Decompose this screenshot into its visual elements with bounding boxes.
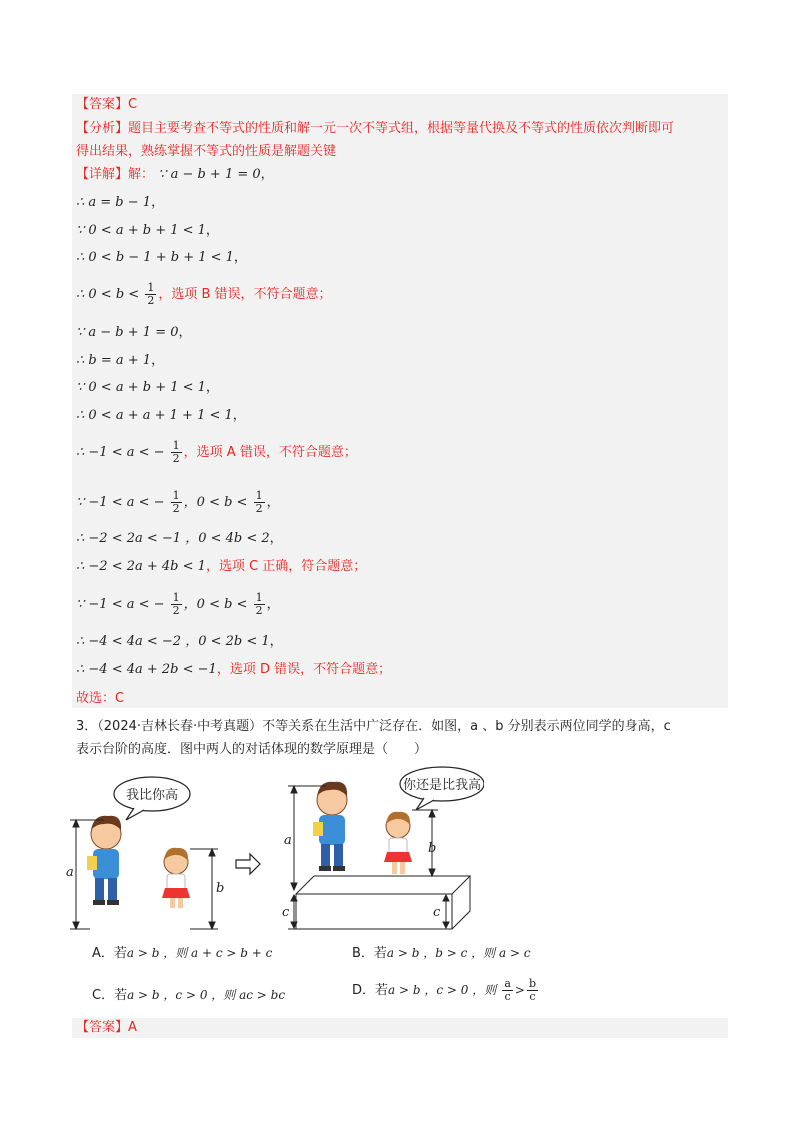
speech-bubble-right [400,767,484,810]
fraction [254,490,265,515]
conclusion: 故选：C [76,691,125,706]
fraction [171,490,182,515]
step-14: ∵ −1 < a < − $\frac{1}{2}$ ，0 < b < $\frac{1}{2}$ ， [76,591,280,617]
frac-den: 2 [172,604,180,617]
boy-right [313,782,347,871]
option-a-label: A．若 [92,946,127,961]
option-b[interactable] [352,942,531,961]
step-13 [76,558,366,576]
answer-3-line [76,1019,137,1037]
step-8: ∵ 0 < a + b + 1 < 1 [76,380,206,395]
speech-bubble-left [114,777,190,820]
option-c-label: C．若 [92,988,128,1003]
detail-intro: 解： [128,167,155,182]
step-13-math: ∴ −2 < 2a + 4b < 1 [76,559,206,574]
frac-num: 1 [172,439,180,452]
option-c[interactable] [92,984,285,1003]
answer-label: 【答案】 [76,97,129,112]
step-15: ∴ −4 < 4a < −2 ，0 < 2b < 1 [76,634,270,649]
fraction [502,978,513,1003]
fraction [171,440,182,465]
analysis-line-1 [76,120,674,138]
step-4: ∴ 0 < b − 1 + b + 1 < 1 [76,250,234,265]
step-14-math-b: ，0 < b < [183,597,248,612]
step-11: ∵ −1 < a < − $\frac{1}{2}$ ，0 < b < $\frac{1}{2}$ ， [76,489,280,515]
option-b-label: B．若 [352,946,387,961]
question-3-figure [64,764,484,934]
step-13-note: ，选项 C 正确，符合题意； [205,559,367,574]
answer-value: C [128,97,138,112]
frac-num: 1 [255,489,263,502]
step-11-math: ∵ −1 < a < − [76,495,165,510]
step-5-note: ，选项 B 错误，不符合题意； [158,287,332,302]
step-16-math: ∴ −4 < 4a + 2b < −1 [76,662,217,677]
step-14-math: ∵ −1 < a < − [76,597,165,612]
frac-den: 2 [172,452,180,465]
label-b-right: b [428,841,437,856]
option-a[interactable] [92,942,272,961]
dimension-c [288,895,449,929]
frac-den: 2 [172,502,180,515]
step-3: ∵ 0 < a + b + 1 < 1 [76,223,206,238]
dimension-b-left [190,849,218,929]
label-c-right: c [433,905,441,920]
frac-num: 1 [172,591,180,604]
fraction [527,978,538,1003]
frac-num: 1 [255,591,263,604]
bubble-right-text: 你还是比我高 [402,778,482,793]
step-11-math-b: ，0 < b < [183,495,248,510]
step-7: ∴ b = a + 1 [76,353,152,368]
transition-arrow [236,854,260,874]
step-5-math: ∴ 0 < b < [76,287,140,302]
step-10 [76,440,357,465]
fraction [254,592,265,617]
detail-line: 【详解】解： ∵ a − b + 1 = 0， [76,167,274,182]
document-page: 【答案】C 【分析】题目主要考查不等式的性质和解一元一次不等式组，根据等量代换及不等式的性质依次判断即可 得出结果，熟练掌握不等式的性质是解题关键 【详解】解： ∵ a − b + 1 = 0， ∴ a = b − 1， ∵ 0 < a + b + 1 < 1， ∴ 0 < b − 1 + b + 1 < 1， ∴ 0 < b < $\frac{1}{2}$ ，选项 B 错误，不符合题意； ∵ a − b + 1 = 0， ∴ b = a + 1， ∵ 0 < a + b + 1 < 1， ∴ 0 < a + a + 1 + 1 < 1， ∴ −1 < a < − $\frac{1}{2}$ ，选项 A 错误，不符合题意； ∵ −1 < a < − $\frac{1}{2}$ ，0 < b < $\frac{1}{2}$ ， ∴ −2 < 2a < −1 ，0 < 4b < 2， ∴ −2 < 2a + 4b < 1，选项 C 正确，符合题意； ∵ −1 < a < − $\frac{1}{2}$ ，0 < b < $\frac{1}{2}$ ， ∴ −4 < 4a < −2 ，0 < 2b < 1， ∴ −4 < 4a + 2b < −1，选项 D 错误，不符合题意； 故选：C 3．（2024·吉林长春·中考真题）不等关系在生活中广泛存在．如图，a 、b 分别表示两位同学的身高，c 表示台阶的高度．图中两人的对话体现的数学原理是（ ） 我比你高 a b 你还是比我高 a b c c A．若a > b ，则 a + c > b + c B．若a > b ，b > c ，则 a > c C．若a > b ，c > 0 ，则 ac > bc D．若a > b ，c > 0 ，则 $\frac{a}{c}$ > $\frac{b}{c}$ 【答案】A [0,0,800,1132]
question-3-stem-1: 3．（2024·吉林长春·中考真题）不等关系在生活中广泛存在．如图，a 、b 分别表示两位同学的身高，c [76,719,671,734]
option-a-math: a > b ，则 a + c > b + c [126,946,273,960]
step-12: ∴ −2 < 2a < −1 ，0 < 4b < 2 [76,531,270,546]
step-16 [76,661,391,679]
label-a-right: a [284,833,292,848]
step-6: ∵ a − b + 1 = 0 [76,325,179,340]
option-d[interactable]: D．若a > b ，c > 0 ，则 $\frac{a}{c}$ > $\frac{b}{c}$ [352,977,537,1003]
answer-3-background [72,1018,728,1038]
frac-num: a [504,977,511,990]
girl-left [162,848,190,908]
label-a-left: a [66,865,74,880]
frac-den: 2 [255,502,263,515]
frac-num: 1 [172,489,180,502]
step-10-note: ，选项 A 错误，不符合题意； [183,445,357,460]
step-10-math: ∴ −1 < a < − [76,445,165,460]
fraction [145,282,156,307]
step-16-note: ，选项 D 错误，不符合题意； [216,662,392,677]
step-5 [76,282,332,307]
answer-line [76,96,137,114]
frac-den: c [504,990,511,1003]
answer-3-value: A [128,1020,137,1035]
analysis-label: 【分析】 [76,121,129,136]
frac-den: 2 [255,604,263,617]
frac-num: b [528,977,537,990]
step-2: ∴ a = b − 1 [76,195,152,210]
detail-label: 【详解】 [76,167,129,182]
step-1: ∵ a − b + 1 = 0 [158,167,261,182]
question-3-stem-2: 表示台阶的高度．图中两人的对话体现的数学原理是（ ） [76,742,428,757]
option-d-label: D．若 [352,983,389,998]
step-box [296,876,470,929]
label-c-left: c [282,905,290,920]
step-9: ∴ 0 < a + a + 1 + 1 < 1 [76,408,233,423]
answer-3-label: 【答案】 [76,1020,129,1035]
frac-den: c [529,990,536,1003]
frac-num: 1 [147,281,155,294]
analysis-text: 题目主要考查不等式的性质和解一元一次不等式组，根据等量代换及不等式的性质依次判断即可 [128,121,675,136]
boy-left [87,816,121,905]
option-d-math: a > b ，c > 0 ，则 [388,983,497,997]
option-c-math: a > b ，c > 0 ，则 ac > bc [127,988,286,1002]
girl-right [384,812,412,874]
label-b-left: b [216,881,225,896]
option-b-math: a > b ，b > c ，则 a > c [386,946,531,960]
analysis-line-2: 得出结果，熟练掌握不等式的性质是解题关键 [76,144,337,159]
frac-den: 2 [147,294,155,307]
fraction [171,592,182,617]
bubble-left-text: 我比你高 [125,788,179,803]
